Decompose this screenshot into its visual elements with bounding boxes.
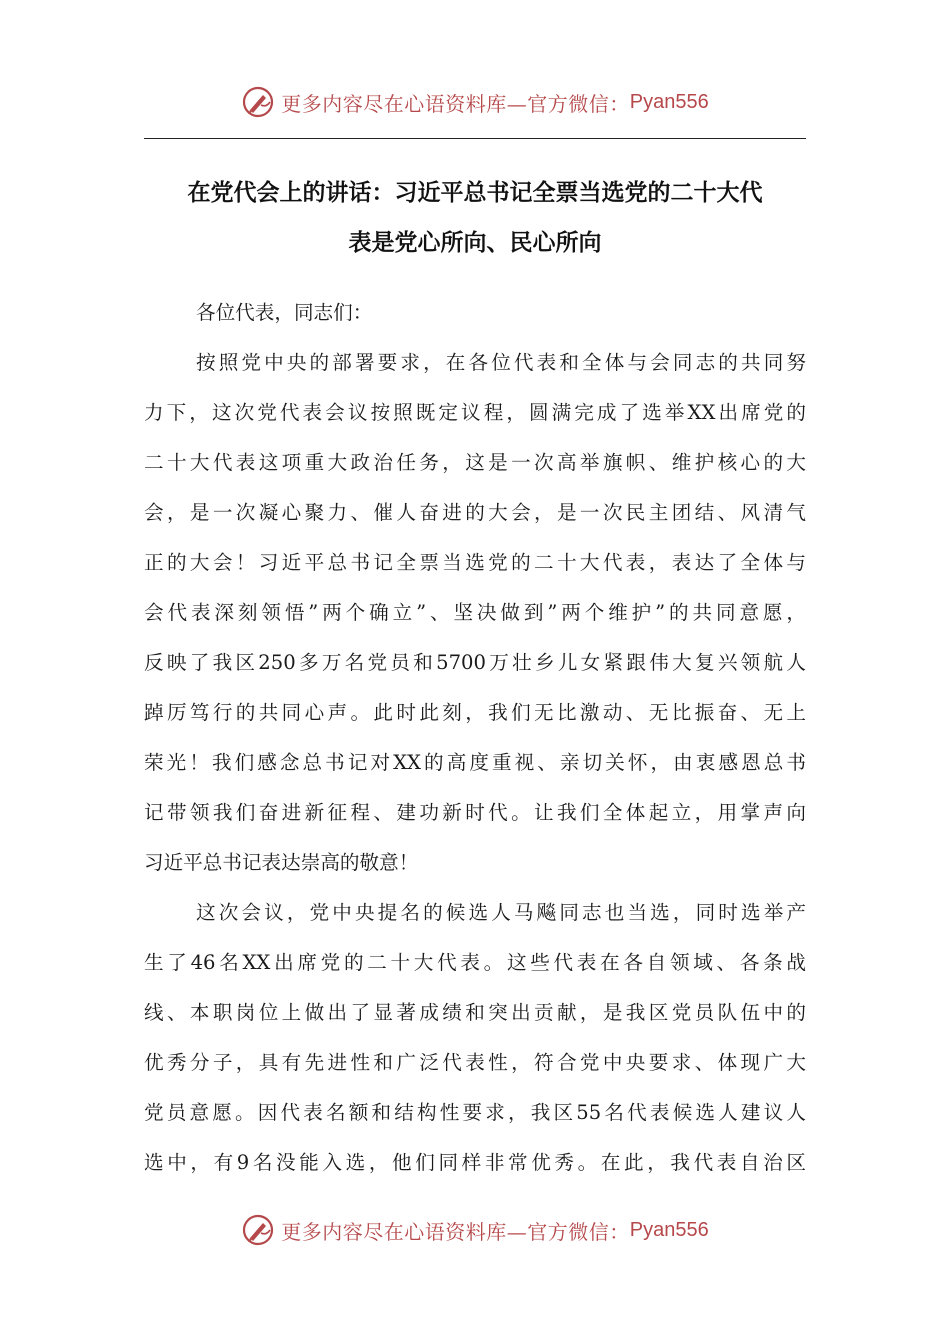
body-line: 会，是一次凝心聚力、催人奋进的大会，是一次民主团结、风清气 xyxy=(144,501,806,524)
document-body xyxy=(144,288,806,1188)
body-line: 力下，这次党代表会议按照既定议程，圆满完成了选举XX出席党的 xyxy=(144,401,806,424)
body-line: 二十大代表这项重大政治任务，这是一次高举旗帜、维护核心的大 xyxy=(144,451,806,474)
salutation: 各位代表，同志们： xyxy=(196,301,373,324)
body-line: 党员意愿。因代表名额和结构性要求，我区55名代表候选人建议人 xyxy=(144,1101,806,1124)
document-title xyxy=(144,168,806,268)
header-banner-text: 更多内容尽在心语资料库—官方微信： xyxy=(281,91,630,116)
body-line: 线、本职岗位上做出了显著成绩和突出贡献，是我区党员队伍中的 xyxy=(144,1001,806,1024)
body-line: 踔厉笃行的共同心声。此时此刻，我们无比激动、无比振奋、无上 xyxy=(144,701,806,724)
body-line: 荣光！我们感念总书记对XX的高度重视、亲切关怀，由衷感恩总书 xyxy=(144,751,806,774)
footer-banner xyxy=(0,1208,950,1252)
footer-banner-text: 更多内容尽在心语资料库—官方微信： xyxy=(281,1219,630,1244)
header-banner xyxy=(0,80,950,124)
footer-banner-contact: Pyan556 xyxy=(629,1218,709,1241)
body-line: 记带领我们奋进新征程、建功新时代。让我们全体起立，用掌声向 xyxy=(144,801,806,824)
pen-logo-icon xyxy=(241,1213,275,1247)
pen-logo-icon xyxy=(241,85,275,119)
body-line: 反映了我区250多万名党员和5700万壮乡儿女紧跟伟大复兴领航人 xyxy=(144,651,806,674)
title-line: 在党代会上的讲话：习近平总书记全票当选党的二十大代 xyxy=(187,180,763,206)
body-line: 选中，有9名没能入选，他们同样非常优秀。在此，我代表自治区 xyxy=(144,1151,806,1174)
body-line: 习近平总书记表达崇高的敬意！ xyxy=(144,851,419,874)
header-banner-contact: Pyan556 xyxy=(629,90,709,113)
title-line: 表是党心所向、民心所向 xyxy=(348,230,602,256)
body-line: 按照党中央的部署要求，在各位代表和全体与会同志的共同努 xyxy=(196,351,806,374)
body-line: 正的大会！习近平总书记全票当选党的二十大代表，表达了全体与 xyxy=(144,551,806,574)
body-line: 这次会议，党中央提名的候选人马飚同志也当选，同时选举产 xyxy=(196,901,806,924)
body-line: 会代表深刻领悟”两个确立”、坚决做到”两个维护”的共同意愿， xyxy=(144,601,806,624)
body-line: 优秀分子，具有先进性和广泛代表性，符合党中央要求、体现广大 xyxy=(144,1051,806,1074)
body-line: 生了46名XX出席党的二十大代表。这些代表在各自领域、各条战 xyxy=(144,951,806,974)
header-divider xyxy=(144,138,806,139)
